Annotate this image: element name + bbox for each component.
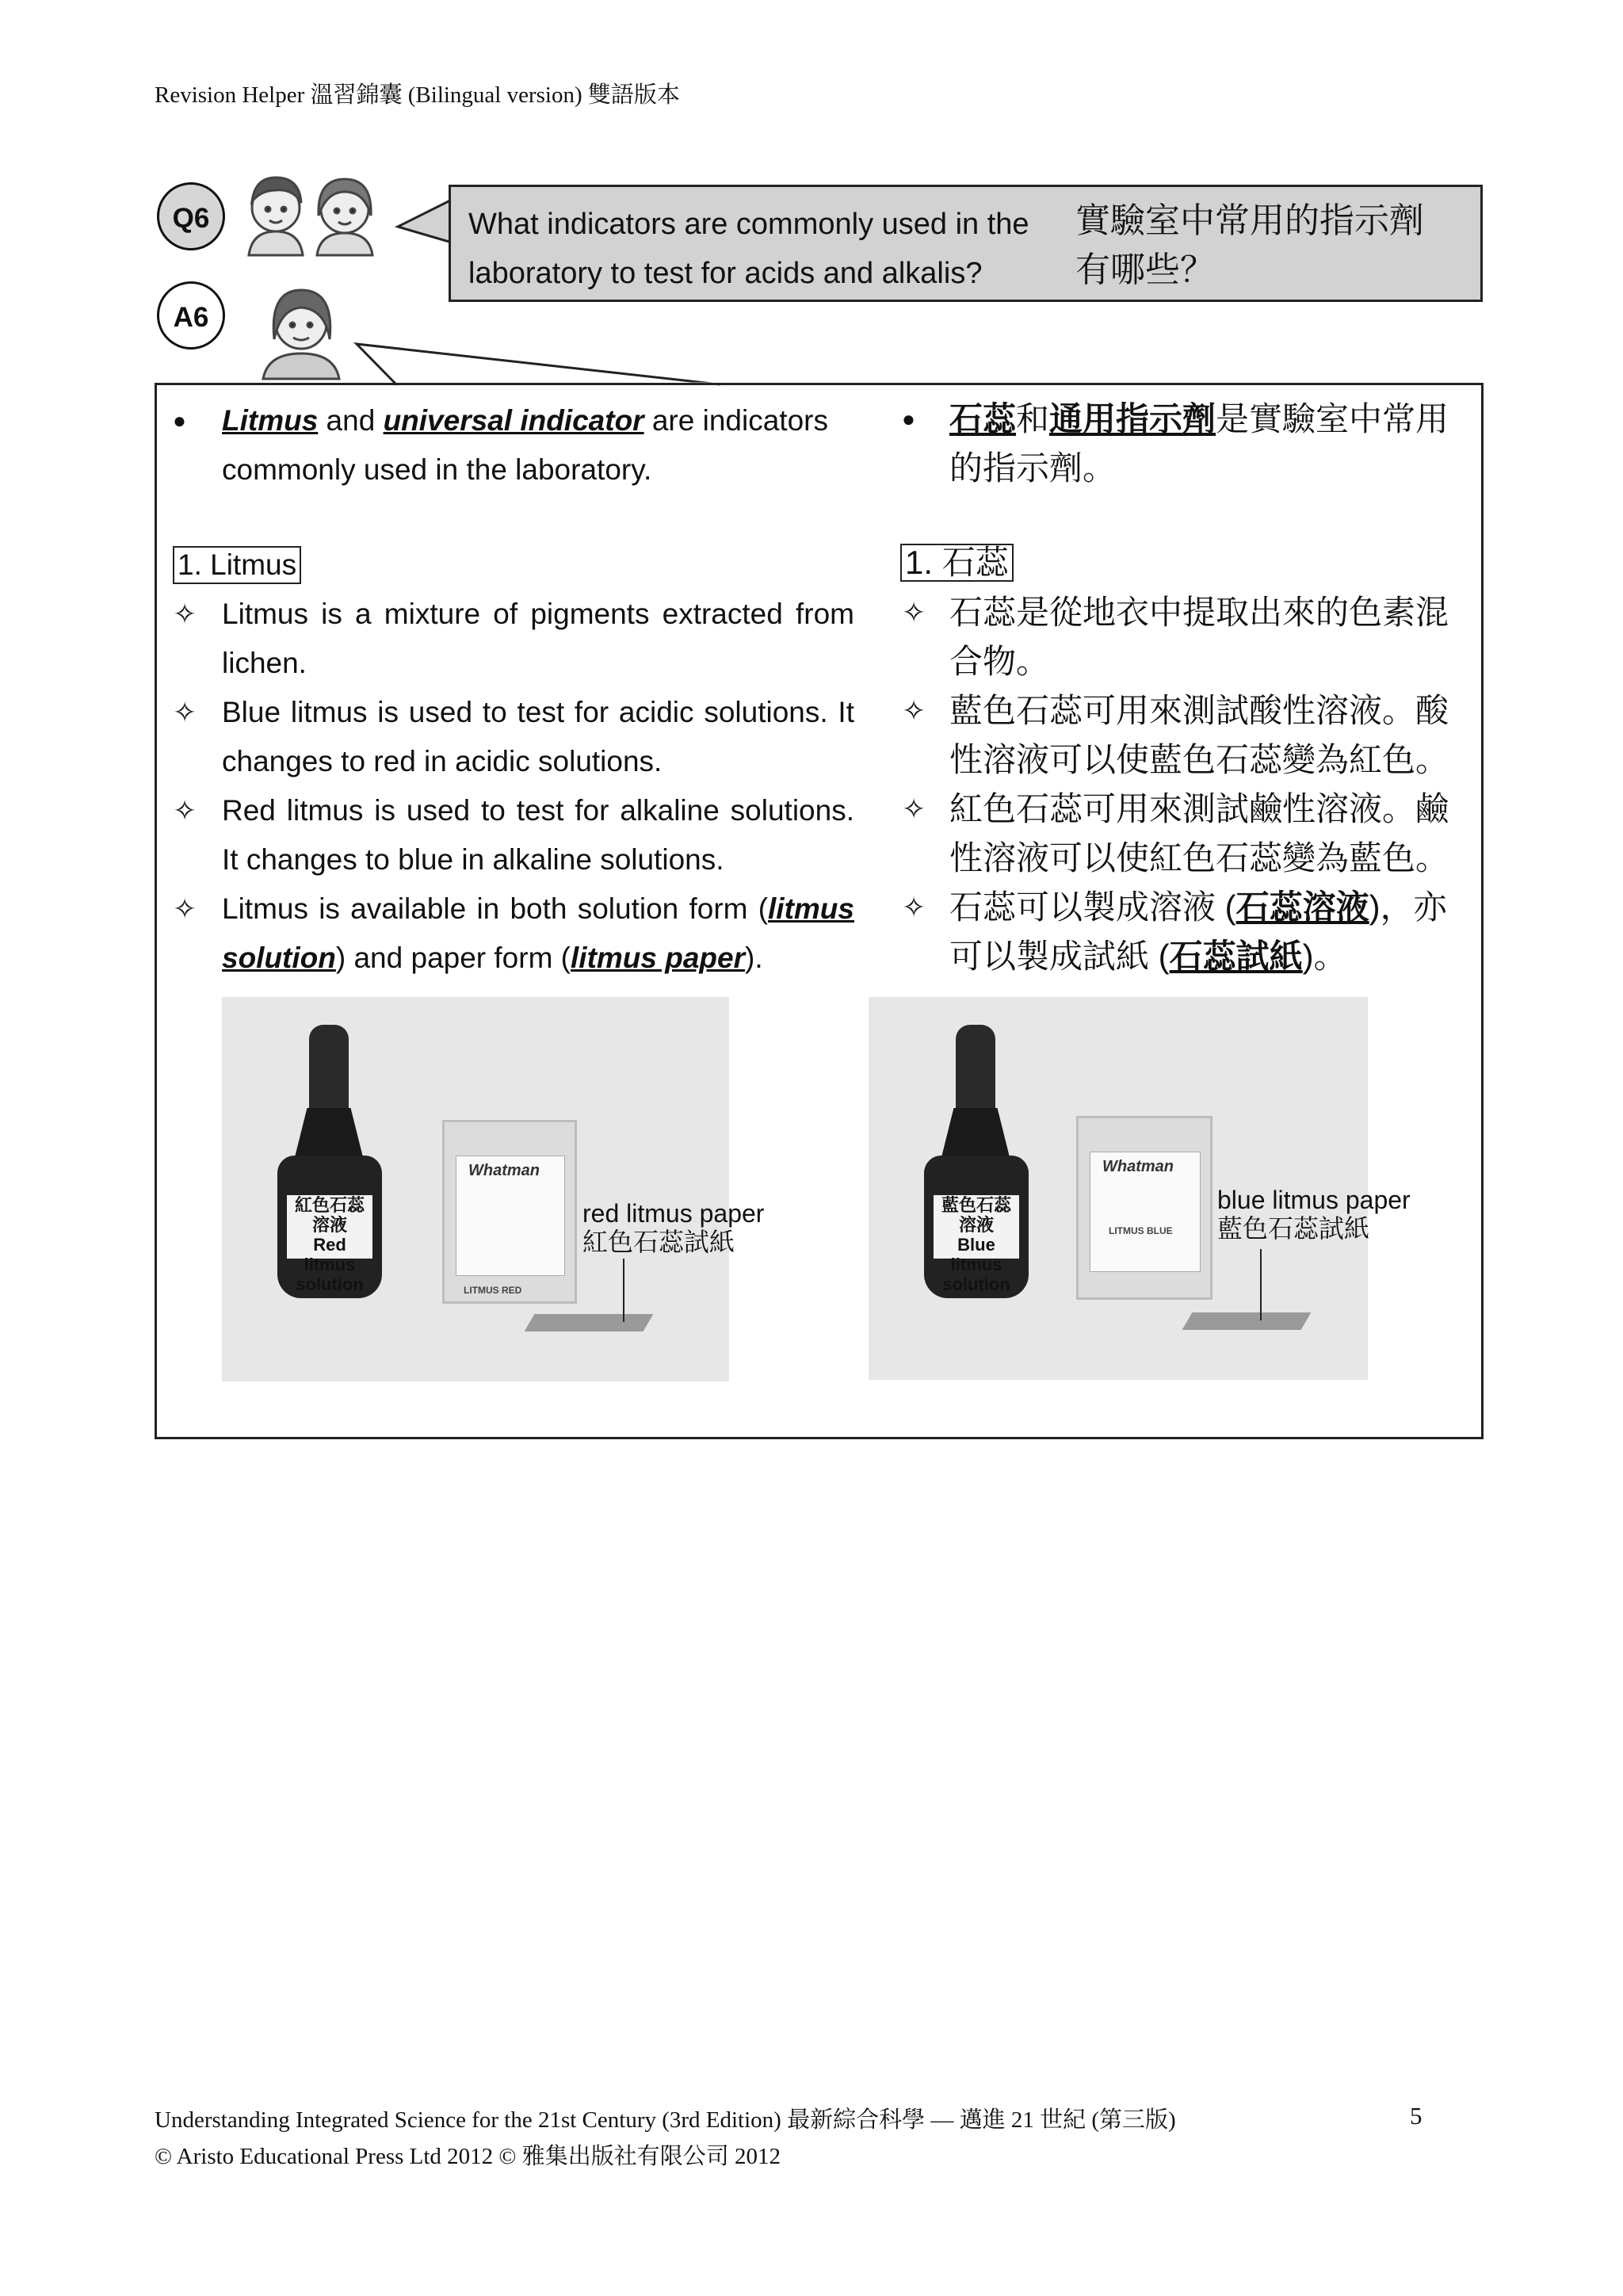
footer-copyright: © Aristo Educational Press Ltd 2012 © 雅集出版社有限公司 2012 xyxy=(155,2144,781,2169)
term-litmus-solution: litmus solution xyxy=(222,892,854,974)
pack-label: LITMUS RED xyxy=(464,1285,522,1296)
callout-line xyxy=(1260,1249,1262,1320)
diamond-icon: ✧ xyxy=(902,694,926,727)
blue-litmus-callout: blue litmus paper 藍色石蕊試紙 xyxy=(1217,1186,1411,1243)
blue-bottle-label: 藍色石蕊溶液 Blue litmus solution xyxy=(934,1195,1019,1259)
diamond-icon: ✧ xyxy=(902,891,926,923)
teacher-illustration xyxy=(252,277,355,380)
intro-en: ● Litmus and universal indicator are indicators commonly used in the laboratory. xyxy=(157,396,870,499)
answer-box: ● Litmus and universal indicator are indicators commonly used in the laboratory. 1. Litmus ✧ Litmus is a mixture of pigments extracted from lichen. ✧ Blue litmus is used to test for acidic solutions. It changes to red in acidic solutions. ✧ Red litmus is used to test for alkaline solutions. It changes to blue in alkaline solutions. ✧ Litmus is available in both solution form (litmus solution) and paper form (litmus paper). ● 石蕊和通用指示劑是實驗室中常用的指示劑。 1. 石蕊 ✧ 石蕊是從地衣中提取出來的色素混合物。 ✧ 藍色石蕊可用來測試酸性溶液。酸性溶液可以使藍色石蕊變為紅色。 ✧ 紅色石蕊可用來測試鹼性溶液。鹼性溶液可以使紅色石蕊變為藍色。 ✧ 石蕊可以製成溶液 (石蕊溶液)，亦可以製成試紙 (石蕊試紙)。 紅色石蕊溶液 Red litmus solution Whatman LITMUS RED red litmus paper 紅色石蕊試紙 藍色石蕊溶液 Blue litmus solution Whatman LITMUS BLUE blue litmus paper 藍色石蕊試紙 xyxy=(155,383,1484,1439)
dropper-cap xyxy=(295,1108,363,1157)
question-box xyxy=(449,185,1483,302)
section-title-en: 1. Litmus xyxy=(173,541,301,590)
diamond-icon: ✧ xyxy=(902,596,926,628)
diamond-icon: ✧ xyxy=(173,794,197,827)
dropper-bulb xyxy=(309,1025,349,1112)
question-text-zh: 實驗室中常用的指示劑有哪些？ xyxy=(1075,201,1424,289)
red-litmus-paper-pack xyxy=(442,1120,577,1304)
teacher-figure xyxy=(263,290,339,379)
red-litmus-strip xyxy=(525,1314,654,1331)
section-title-zh: 1. 石蕊 xyxy=(900,538,1014,587)
page-number: 5 xyxy=(1410,2102,1423,2130)
blue-litmus-paper-pack xyxy=(1076,1116,1212,1300)
pack-label: LITMUS BLUE xyxy=(1109,1225,1173,1236)
term-litmus: Litmus xyxy=(222,404,319,437)
question-bubble-tail xyxy=(396,198,453,246)
footer-book-title: Understanding Integrated Science for the 21st Century (3rd Edition) 最新綜合科學 — 邁進 21 世紀 (第三版) xyxy=(155,2107,1176,2133)
diamond-icon: ✧ xyxy=(902,793,926,825)
diamond-icon: ✧ xyxy=(173,696,197,728)
student-girl-figure xyxy=(317,179,372,255)
bullet-icon: ● xyxy=(173,408,186,433)
blue-litmus-strip xyxy=(1182,1312,1312,1330)
answer-bubble-tail xyxy=(349,341,721,388)
red-bottle-label: 紅色石蕊溶液 Red litmus solution xyxy=(287,1195,372,1259)
term-litmus-paper: litmus paper xyxy=(571,942,746,974)
page-header: Revision Helper 溫習錦囊 (Bilingual version) 雙語版本 xyxy=(155,82,680,108)
blue-litmus-photo xyxy=(869,997,1411,1380)
whatman-logo: Whatman xyxy=(468,1162,540,1179)
dropper-bulb xyxy=(956,1025,995,1112)
student-boy-figure xyxy=(249,178,303,255)
diamond-icon: ✧ xyxy=(173,892,197,925)
term-universal-indicator: universal indicator xyxy=(383,404,644,437)
students-illustration xyxy=(238,168,388,255)
red-litmus-callout: red litmus paper 紅色石蕊試紙 xyxy=(582,1199,765,1256)
answer-label: A6 xyxy=(157,281,225,350)
question-label: Q6 xyxy=(157,182,225,250)
dropper-cap xyxy=(941,1108,1010,1157)
bullet-icon: ● xyxy=(902,407,915,431)
callout-line xyxy=(623,1259,624,1322)
diamond-icon: ✧ xyxy=(173,598,197,630)
whatman-logo: Whatman xyxy=(1102,1158,1174,1175)
question-text-en: What indicators are commonly used in the laboratory to test for acids and alkalis? xyxy=(468,208,1029,290)
red-litmus-photo xyxy=(222,997,765,1381)
